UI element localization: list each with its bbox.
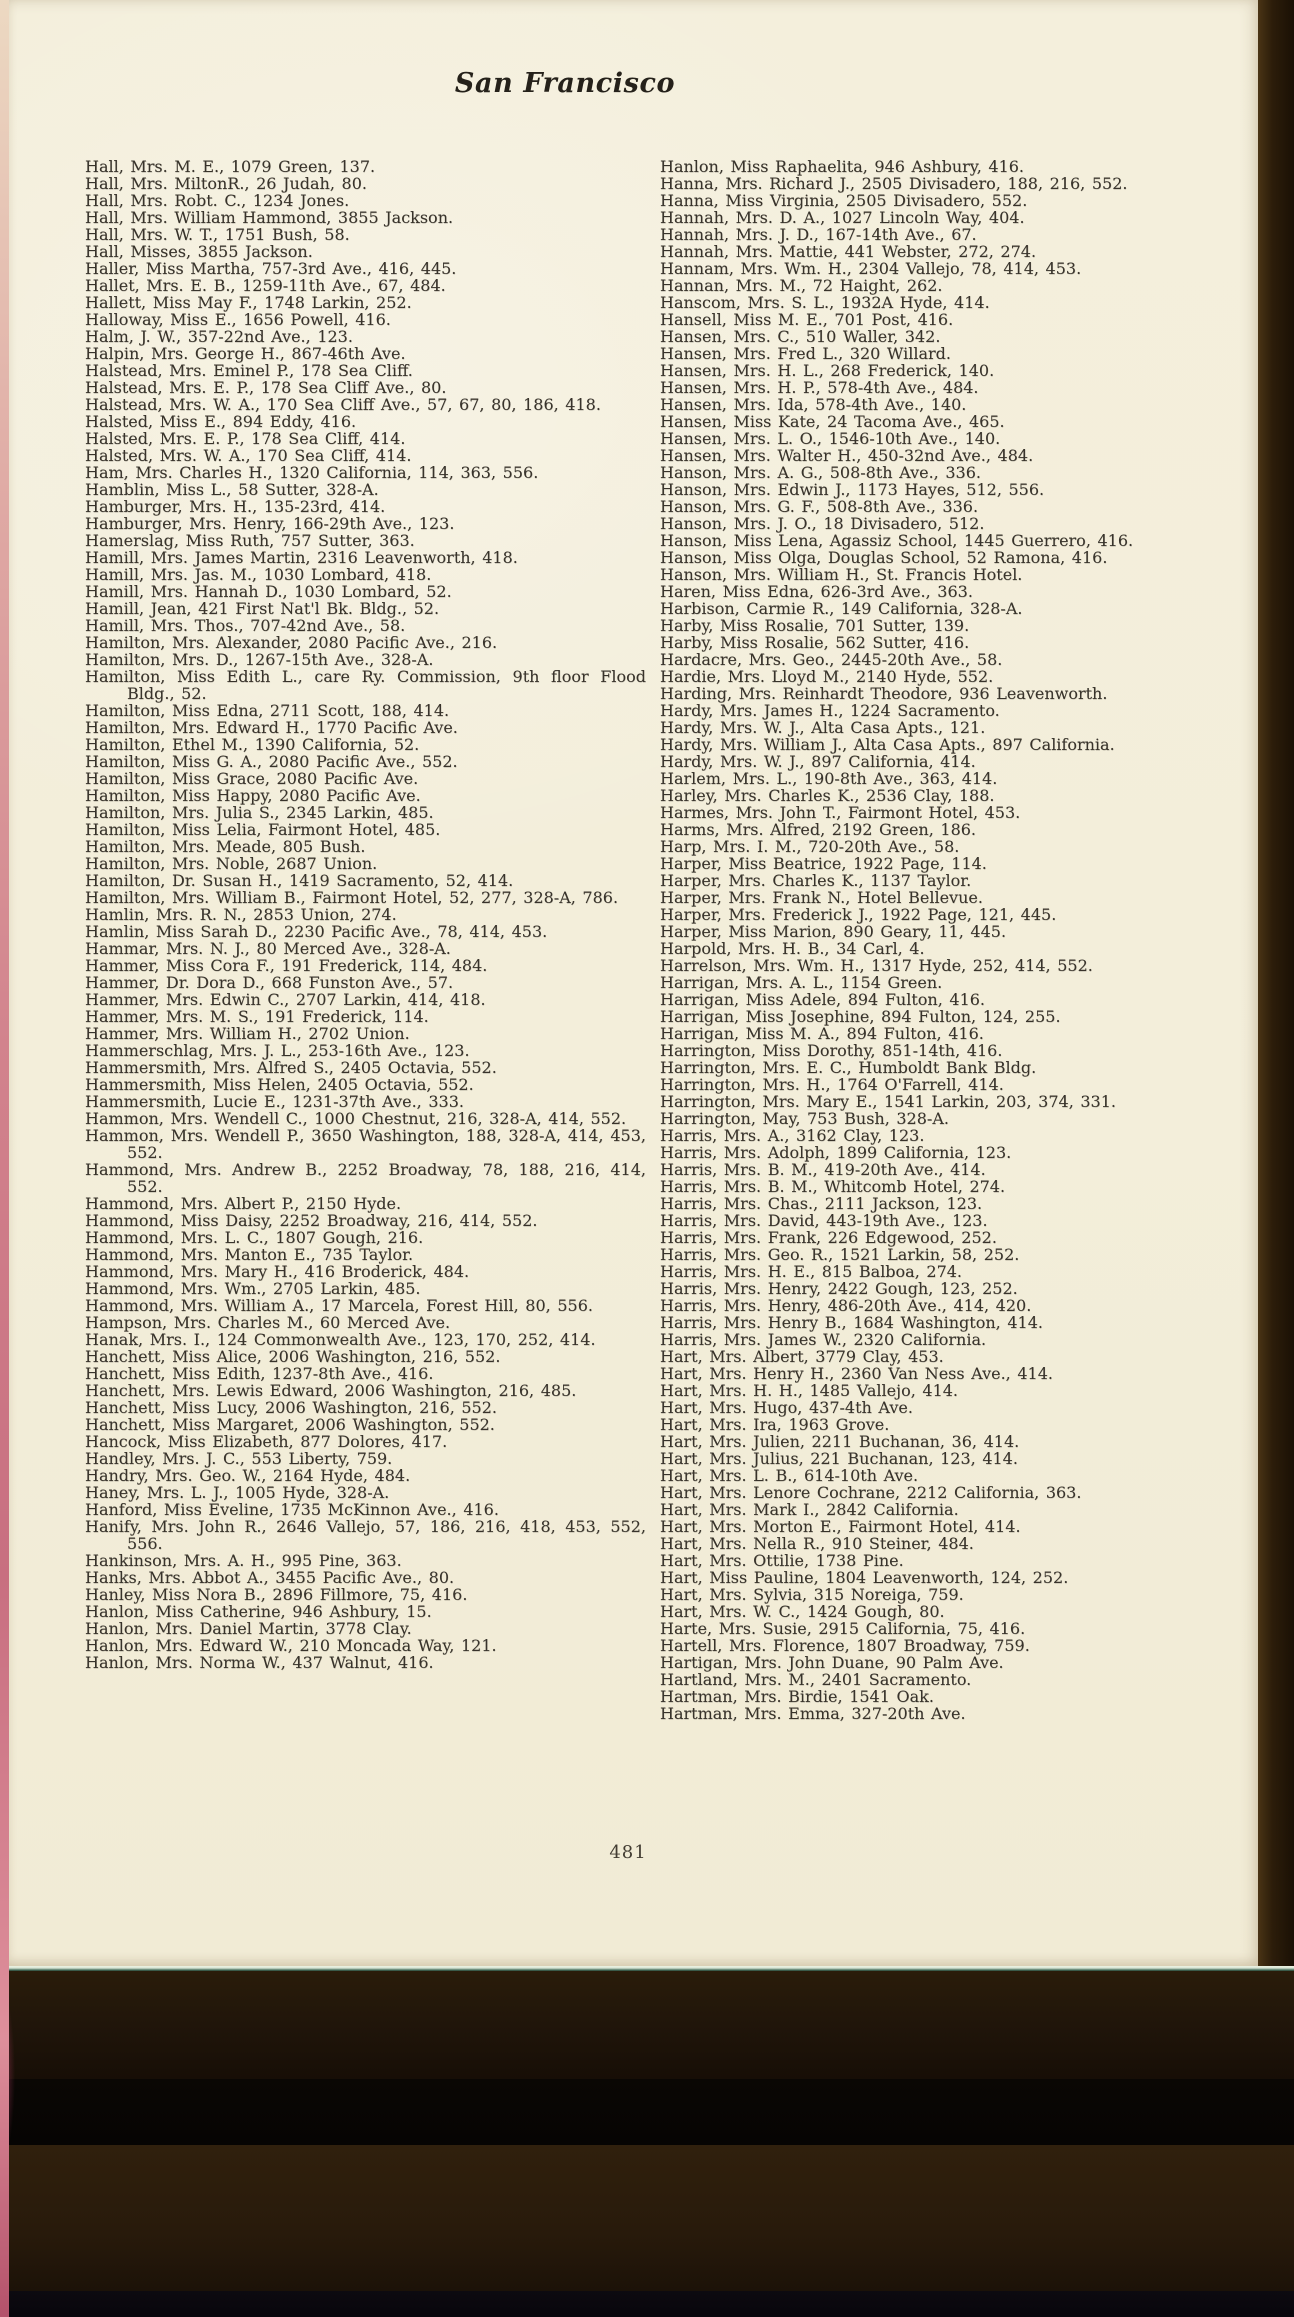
directory-entry: Hamilton, Miss Grace, 2080 Pacific Ave. <box>85 769 419 788</box>
directory-entry: Hamilton, Mrs. Edward H., 1770 Pacific Ave. <box>85 718 458 737</box>
directory-entry: Haller, Miss Martha, 757-3rd Ave., 416, 445. <box>85 259 457 278</box>
directory-entry: Harding, Mrs. Reinhardt Theodore, 936 Leavenworth. <box>660 684 1108 703</box>
directory-entry: Harper, Mrs. Frederick J., 1922 Page, 121, 445. <box>660 905 1057 924</box>
directory-entry: Hanscom, Mrs. S. L., 1932A Hyde, 414. <box>660 293 990 312</box>
directory-entry: Hamilton, Mrs. D., 1267-15th Ave., 328-A. <box>85 650 434 669</box>
directory-entry: Hart, Mrs. Hugo, 437-4th Ave. <box>660 1398 913 1417</box>
directory-entry: Hammersmith, Mrs. Alfred S., 2405 Octavia, 552. <box>85 1058 497 1077</box>
directory-entry: Harte, Mrs. Susie, 2915 California, 75, 416. <box>660 1619 1026 1638</box>
directory-entry: Hallett, Miss May F., 1748 Larkin, 252. <box>85 293 412 312</box>
directory-entry: Hallet, Mrs. E. B., 1259-11th Ave., 67, 484. <box>85 276 446 295</box>
directory-entry: Hart, Mrs. Lenore Cochrane, 2212 California, 363. <box>660 1483 1082 1502</box>
directory-entry: Harrington, Mrs. Mary E., 1541 Larkin, 203, 374, 331. <box>660 1092 1116 1111</box>
directory-entry: Hanak, Mrs. I., 124 Commonwealth Ave., 123, 170, 252, 414. <box>85 1330 596 1349</box>
directory-entry: Hamilton, Mrs. William B., Fairmont Hotel, 52, 277, 328-A, 786. <box>85 888 619 907</box>
directory-entry: Hart, Mrs. W. C., 1424 Gough, 80. <box>660 1602 945 1621</box>
directory-entry: Hardy, Mrs. William J., Alta Casa Apts., 897 California. <box>660 735 1115 754</box>
directory-entry: Harris, Mrs. Henry, 486-20th Ave., 414, 420. <box>660 1296 1032 1315</box>
directory-entry: Harrigan, Mrs. A. L., 1154 Green. <box>660 973 943 992</box>
directory-entry: Handry, Mrs. Geo. W., 2164 Hyde, 484. <box>85 1466 411 1485</box>
page-title: San Francisco <box>454 68 676 99</box>
directory-entry: Haney, Mrs. L. J., 1005 Hyde, 328-A. <box>85 1483 390 1502</box>
directory-entry: Hanson, Miss Olga, Douglas School, 52 Ramona, 416. <box>660 548 1108 567</box>
directory-entry: Hamilton, Mrs. Noble, 2687 Union. <box>85 854 378 873</box>
directory-entry: Hammer, Mrs. M. S., 191 Frederick, 114. <box>85 1007 429 1026</box>
directory-entry: Hamilton, Mrs. Meade, 805 Bush. <box>85 837 366 856</box>
directory-entry: Harlem, Mrs. L., 190-8th Ave., 363, 414. <box>660 769 998 788</box>
directory-entry: Hart, Mrs. Sylvia, 315 Noreiga, 759. <box>660 1585 964 1604</box>
directory-entry: Harper, Miss Beatrice, 1922 Page, 114. <box>660 854 987 873</box>
directory-entry: Harper, Mrs. Frank N., Hotel Bellevue. <box>660 888 983 907</box>
directory-entry: Hansen, Mrs. H. L., 268 Frederick, 140. <box>660 361 995 380</box>
directory-entry: Hanlon, Mrs. Norma W., 437 Walnut, 416. <box>85 1653 434 1672</box>
directory-entry: Hardy, Mrs. W. J., Alta Casa Apts., 121. <box>660 718 986 737</box>
directory-entry: Harbison, Carmie R., 149 California, 328-A. <box>660 599 1023 618</box>
directory-entry: Hanify, Mrs. John R., 2646 Vallejo, 57, 186, 216, 418, 453, 552, 556. <box>85 1517 646 1553</box>
directory-entry: Hammond, Miss Daisy, 2252 Broadway, 216, 414, 552. <box>85 1211 538 1230</box>
directory-entry: Hanchett, Mrs. Lewis Edward, 2006 Washington, 216, 485. <box>85 1381 577 1400</box>
directory-entry: Hartland, Mrs. M., 2401 Sacramento. <box>660 1670 972 1689</box>
directory-entry: Hannan, Mrs. M., 72 Haight, 262. <box>660 276 943 295</box>
directory-entry: Hannam, Mrs. Wm. H., 2304 Vallejo, 78, 414, 453. <box>660 259 1082 278</box>
directory-entry: Hammer, Miss Cora F., 191 Frederick, 114, 484. <box>85 956 488 975</box>
page-right-edge <box>1258 0 1294 1966</box>
directory-entry: Harrington, Mrs. H., 1764 O'Farrell, 414. <box>660 1075 1004 1094</box>
directory-entry: Hanlon, Miss Raphaelita, 946 Ashbury, 416. <box>660 157 1025 176</box>
directory-entry: Hammersmith, Lucie E., 1231-37th Ave., 333. <box>85 1092 464 1111</box>
directory-entry: Hammar, Mrs. N. J., 80 Merced Ave., 328-A. <box>85 939 451 958</box>
directory-entry: Harper, Miss Marion, 890 Geary, 11, 445. <box>660 922 1007 941</box>
directory-entry: Hammer, Mrs. William H., 2702 Union. <box>85 1024 410 1043</box>
directory-entry: Hart, Mrs. Ottilie, 1738 Pine. <box>660 1551 904 1570</box>
directory-entry: Harms, Mrs. Alfred, 2192 Green, 186. <box>660 820 977 839</box>
directory-entry: Hanley, Miss Nora B., 2896 Fillmore, 75, 416. <box>85 1585 468 1604</box>
directory-entry: Hammond, Mrs. Mary H., 416 Broderick, 484. <box>85 1262 470 1281</box>
directory-entry: Hamill, Mrs. Thos., 707-42nd Ave., 58. <box>85 616 406 635</box>
directory-entry: Hart, Mrs. Mark I., 2842 California. <box>660 1500 959 1519</box>
directory-entry: Hardacre, Mrs. Geo., 2445-20th Ave., 58. <box>660 650 1003 669</box>
directory-entry: Halsted, Mrs. E. P., 178 Sea Cliff, 414. <box>85 429 406 448</box>
directory-entry: Hart, Mrs. Albert, 3779 Clay, 453. <box>660 1347 944 1366</box>
directory-entry: Hart, Mrs. Ira, 1963 Grove. <box>660 1415 890 1434</box>
directory-entry: Hammon, Mrs. Wendell P., 3650 Washington, 188, 328-A, 414, 453, 552. <box>85 1126 646 1162</box>
directory-entry: Hanchett, Miss Edith, 1237-8th Ave., 416. <box>85 1364 434 1383</box>
directory-entry: Harris, Mrs. Frank, 226 Edgewood, 252. <box>660 1228 997 1247</box>
directory-entry: Hanford, Miss Eveline, 1735 McKinnon Ave., 416. <box>85 1500 499 1519</box>
directory-entry: Harp, Mrs. I. M., 720-20th Ave., 58. <box>660 837 960 856</box>
directory-entry: Hammer, Mrs. Edwin C., 2707 Larkin, 414, 418. <box>85 990 486 1009</box>
directory-entry: Hart, Mrs. Nella R., 910 Steiner, 484. <box>660 1534 974 1553</box>
directory-entry: Hanlon, Mrs. Edward W., 210 Moncada Way, 121. <box>85 1636 497 1655</box>
scan-shadow-band <box>0 2079 1294 2145</box>
directory-entry: Harris, Mrs. David, 443-19th Ave., 123. <box>660 1211 988 1230</box>
scan-bed-edge <box>0 2291 1294 2317</box>
directory-entry: Hanchett, Miss Margaret, 2006 Washington, 552. <box>85 1415 495 1434</box>
directory-entry: Hamburger, Mrs. Henry, 166-29th Ave., 123. <box>85 514 455 533</box>
directory-entry: Hammond, Mrs. Manton E., 735 Taylor. <box>85 1245 414 1264</box>
directory-entry: Hammond, Mrs. L. C., 1807 Gough, 216. <box>85 1228 424 1247</box>
directory-entry: Hammer, Dr. Dora D., 668 Funston Ave., 57. <box>85 973 454 992</box>
directory-column-right <box>660 158 1244 1722</box>
directory-entry: Harpold, Mrs. H. B., 34 Carl, 4. <box>660 939 925 958</box>
directory-entry: Harris, Mrs. B. M., 419-20th Ave., 414. <box>660 1160 986 1179</box>
directory-entry: Hall, Mrs. W. T., 1751 Bush, 58. <box>85 225 350 244</box>
directory-entry: Hansen, Miss Kate, 24 Tacoma Ave., 465. <box>660 412 1005 431</box>
directory-entry: Hamerslag, Miss Ruth, 757 Sutter, 363. <box>85 531 415 550</box>
directory-entry: Hampson, Mrs. Charles M., 60 Merced Ave. <box>85 1313 451 1332</box>
directory-entry: Hamilton, Ethel M., 1390 California, 52. <box>85 735 420 754</box>
directory-entry: Hanks, Mrs. Abbot A., 3455 Pacific Ave., 80. <box>85 1568 455 1587</box>
directory-entry: Hammon, Mrs. Wendell C., 1000 Chestnut, 216, 328-A, 414, 552. <box>85 1109 627 1128</box>
directory-entry: Hanson, Mrs. Edwin J., 1173 Hayes, 512, 556. <box>660 480 1045 499</box>
directory-entry: Halstead, Mrs. E. P., 178 Sea Cliff Ave., 80. <box>85 378 447 397</box>
directory-entry: Hart, Mrs. Morton E., Fairmont Hotel, 414. <box>660 1517 1021 1536</box>
book-cover-band-lower <box>0 2145 1294 2291</box>
directory-entry: Harby, Miss Rosalie, 701 Sutter, 139. <box>660 616 970 635</box>
directory-entry: Handley, Mrs. J. C., 553 Liberty, 759. <box>85 1449 393 1468</box>
directory-entry: Halsted, Miss E., 894 Eddy, 416. <box>85 412 357 431</box>
directory-entry: Hannah, Mrs. D. A., 1027 Lincoln Way, 404. <box>660 208 1025 227</box>
directory-entry: Hansen, Mrs. Walter H., 450-32nd Ave., 484. <box>660 446 1034 465</box>
directory-entry: Hankinson, Mrs. A. H., 995 Pine, 363. <box>85 1551 402 1570</box>
directory-entry: Hanchett, Miss Lucy, 2006 Washington, 216, 552. <box>85 1398 497 1417</box>
directory-entry: Hamill, Mrs. James Martin, 2316 Leavenworth, 418. <box>85 548 518 567</box>
directory-entry: Harrigan, Miss Adele, 894 Fulton, 416. <box>660 990 986 1009</box>
directory-columns <box>85 158 1244 1722</box>
directory-entry: Hamilton, Miss Edith L., care Ry. Commission, 9th floor Flood Bldg., 52. <box>85 667 646 703</box>
directory-entry: Harris, Mrs. Geo. R., 1521 Larkin, 58, 252. <box>660 1245 1020 1264</box>
directory-entry: Hammond, Mrs. Andrew B., 2252 Broadway, 78, 188, 216, 414, 552. <box>85 1160 646 1196</box>
directory-entry: Halstead, Mrs. W. A., 170 Sea Cliff Ave., 57, 67, 80, 186, 418. <box>85 395 601 414</box>
directory-entry: Hamill, Mrs. Hannah D., 1030 Lombard, 52. <box>85 582 452 601</box>
directory-entry: Hansell, Miss M. E., 701 Post, 416. <box>660 310 954 329</box>
directory-entry: Hanson, Mrs. J. O., 18 Divisadero, 512. <box>660 514 985 533</box>
directory-entry: Hart, Mrs. Julien, 2211 Buchanan, 36, 414. <box>660 1432 1020 1451</box>
directory-entry: Halm, J. W., 357-22nd Ave., 123. <box>85 327 353 346</box>
directory-entry: Hanson, Mrs. William H., St. Francis Hotel. <box>660 565 1023 584</box>
directory-entry: Hammond, Mrs. Albert P., 2150 Hyde. <box>85 1194 402 1213</box>
directory-entry: Hardy, Mrs. James H., 1224 Sacramento. <box>660 701 1000 720</box>
directory-entry: Hardie, Mrs. Lloyd M., 2140 Hyde, 552. <box>660 667 994 686</box>
directory-entry: Hanna, Miss Virginia, 2505 Divisadero, 552. <box>660 191 1028 210</box>
directory-entry: Hamilton, Miss Happy, 2080 Pacific Ave. <box>85 786 421 805</box>
directory-entry: Harper, Mrs. Charles K., 1137 Taylor. <box>660 871 972 890</box>
directory-column-left <box>85 158 646 1722</box>
directory-entry: Harris, Mrs. B. M., Whitcomb Hotel, 274. <box>660 1177 1006 1196</box>
directory-entry: Harrelson, Mrs. Wm. H., 1317 Hyde, 252, 414, 552. <box>660 956 1093 975</box>
directory-entry: Hamilton, Miss G. A., 2080 Pacific Ave., 552. <box>85 752 458 771</box>
page-left-edge <box>0 0 9 2317</box>
directory-entry: Harrington, May, 753 Bush, 328-A. <box>660 1109 949 1128</box>
directory-entry: Haren, Miss Edna, 626-3rd Ave., 363. <box>660 582 973 601</box>
directory-entry: Ham, Mrs. Charles H., 1320 California, 114, 363, 556. <box>85 463 539 482</box>
page-number: 481 <box>609 1842 647 1863</box>
book-page <box>8 0 1260 1966</box>
directory-entry: Harby, Miss Rosalie, 562 Sutter, 416. <box>660 633 970 652</box>
directory-entry: Hall, Mrs. M. E., 1079 Green, 137. <box>85 157 376 176</box>
directory-entry: Hartman, Mrs. Emma, 327-20th Ave. <box>660 1704 966 1723</box>
directory-entry: Hamill, Mrs. Jas. M., 1030 Lombard, 418. <box>85 565 432 584</box>
directory-entry: Hansen, Mrs. L. O., 1546-10th Ave., 140. <box>660 429 1001 448</box>
directory-entry: Hammersmith, Miss Helen, 2405 Octavia, 552. <box>85 1075 474 1094</box>
directory-entry: Hansen, Mrs. C., 510 Waller, 342. <box>660 327 941 346</box>
directory-entry: Hansen, Mrs. H. P., 578-4th Ave., 484. <box>660 378 979 397</box>
directory-entry: Hart, Mrs. H. H., 1485 Vallejo, 414. <box>660 1381 959 1400</box>
directory-entry: Hamilton, Mrs. Julia S., 2345 Larkin, 485. <box>85 803 434 822</box>
directory-entry: Hall, Mrs. Robt. C., 1234 Jones. <box>85 191 350 210</box>
directory-entry: Hall, Misses, 3855 Jackson. <box>85 242 313 261</box>
directory-entry: Hanchett, Miss Alice, 2006 Washington, 216, 552. <box>85 1347 501 1366</box>
directory-entry: Harris, Mrs. Henry B., 1684 Washington, 414. <box>660 1313 1043 1332</box>
directory-entry: Hall, Mrs. MiltonR., 26 Judah, 80. <box>85 174 367 193</box>
directory-entry: Hartman, Mrs. Birdie, 1541 Oak. <box>660 1687 934 1706</box>
directory-entry: Halstead, Mrs. Eminel P., 178 Sea Cliff. <box>85 361 413 380</box>
directory-entry: Hall, Mrs. William Hammond, 3855 Jackson. <box>85 208 454 227</box>
directory-entry: Harrington, Mrs. E. C., Humboldt Bank Bldg. <box>660 1058 1037 1077</box>
directory-entry: Hamburger, Mrs. H., 135-23rd, 414. <box>85 497 386 516</box>
directory-entry: Hammond, Mrs. William A., 17 Marcela, Forest Hill, 80, 556. <box>85 1296 593 1315</box>
directory-entry: Hartell, Mrs. Florence, 1807 Broadway, 759. <box>660 1636 1030 1655</box>
directory-entry: Harris, Mrs. H. E., 815 Balboa, 274. <box>660 1262 963 1281</box>
directory-entry: Hart, Miss Pauline, 1804 Leavenworth, 124, 252. <box>660 1568 1069 1587</box>
directory-entry: Hanlon, Mrs. Daniel Martin, 3778 Clay. <box>85 1619 412 1638</box>
directory-entry: Hamill, Jean, 421 First Nat'l Bk. Bldg., 52. <box>85 599 440 618</box>
directory-entry: Hamlin, Mrs. R. N., 2853 Union, 274. <box>85 905 397 924</box>
directory-entry: Hanson, Miss Lena, Agassiz School, 1445 Guerrero, 416. <box>660 531 1134 550</box>
directory-entry: Harrington, Miss Dorothy, 851-14th, 416. <box>660 1041 1003 1060</box>
directory-entry: Hart, Mrs. Henry H., 2360 Van Ness Ave., 414. <box>660 1364 1053 1383</box>
directory-entry: Hanna, Mrs. Richard J., 2505 Divisadero, 188, 216, 552. <box>660 174 1128 193</box>
directory-entry: Hansen, Mrs. Fred L., 320 Willard. <box>660 344 951 363</box>
directory-entry: Hancock, Miss Elizabeth, 877 Dolores, 417. <box>85 1432 448 1451</box>
directory-entry: Harley, Mrs. Charles K., 2536 Clay, 188. <box>660 786 995 805</box>
directory-entry: Hamilton, Mrs. Alexander, 2080 Pacific Ave., 216. <box>85 633 498 652</box>
directory-entry: Hamblin, Miss L., 58 Sutter, 328-A. <box>85 480 379 499</box>
directory-entry: Halloway, Miss E., 1656 Powell, 416. <box>85 310 391 329</box>
directory-entry: Harris, Mrs. James W., 2320 California. <box>660 1330 987 1349</box>
book-cover-band <box>0 1971 1294 2079</box>
directory-entry: Hamilton, Miss Lelia, Fairmont Hotel, 485. <box>85 820 441 839</box>
directory-entry: Harrigan, Miss Josephine, 894 Fulton, 124, 255. <box>660 1007 1061 1026</box>
directory-entry: Hanson, Mrs. A. G., 508-8th Ave., 336. <box>660 463 981 482</box>
directory-entry: Harris, Mrs. Henry, 2422 Gough, 123, 252. <box>660 1279 1018 1298</box>
directory-entry: Hamlin, Miss Sarah D., 2230 Pacific Ave., 78, 414, 453. <box>85 922 548 941</box>
directory-entry: Halpin, Mrs. George H., 867-46th Ave. <box>85 344 406 363</box>
directory-entry: Hardy, Mrs. W. J., 897 California, 414. <box>660 752 976 771</box>
directory-entry: Harrigan, Miss M. A., 894 Fulton, 416. <box>660 1024 984 1043</box>
directory-entry: Halsted, Mrs. W. A., 170 Sea Cliff, 414. <box>85 446 412 465</box>
directory-entry: Hartigan, Mrs. John Duane, 90 Palm Ave. <box>660 1653 1004 1672</box>
directory-entry: Hart, Mrs. L. B., 614-10th Ave. <box>660 1466 919 1485</box>
directory-entry: Hamilton, Dr. Susan H., 1419 Sacramento, 52, 414. <box>85 871 514 890</box>
directory-entry: Hanlon, Miss Catherine, 946 Ashbury, 15. <box>85 1602 432 1621</box>
directory-entry: Hart, Mrs. Julius, 221 Buchanan, 123, 414. <box>660 1449 1018 1468</box>
directory-entry: Harris, Mrs. Adolph, 1899 California, 123. <box>660 1143 1012 1162</box>
directory-entry: Hanson, Mrs. G. F., 508-8th Ave., 336. <box>660 497 979 516</box>
directory-entry: Harris, Mrs. A., 3162 Clay, 123. <box>660 1126 925 1145</box>
directory-entry: Harris, Mrs. Chas., 2111 Jackson, 123. <box>660 1194 983 1213</box>
directory-entry: Harmes, Mrs. John T., Fairmont Hotel, 453. <box>660 803 1021 822</box>
directory-entry: Hansen, Mrs. Ida, 578-4th Ave., 140. <box>660 395 967 414</box>
directory-entry: Hammond, Mrs. Wm., 2705 Larkin, 485. <box>85 1279 421 1298</box>
directory-entry: Hammerschlag, Mrs. J. L., 253-16th Ave., 123. <box>85 1041 470 1060</box>
directory-entry: Hannah, Mrs. Mattie, 441 Webster, 272, 274. <box>660 242 1037 261</box>
directory-entry: Hannah, Mrs. J. D., 167-14th Ave., 67. <box>660 225 977 244</box>
directory-entry: Hamilton, Miss Edna, 2711 Scott, 188, 414. <box>85 701 450 720</box>
